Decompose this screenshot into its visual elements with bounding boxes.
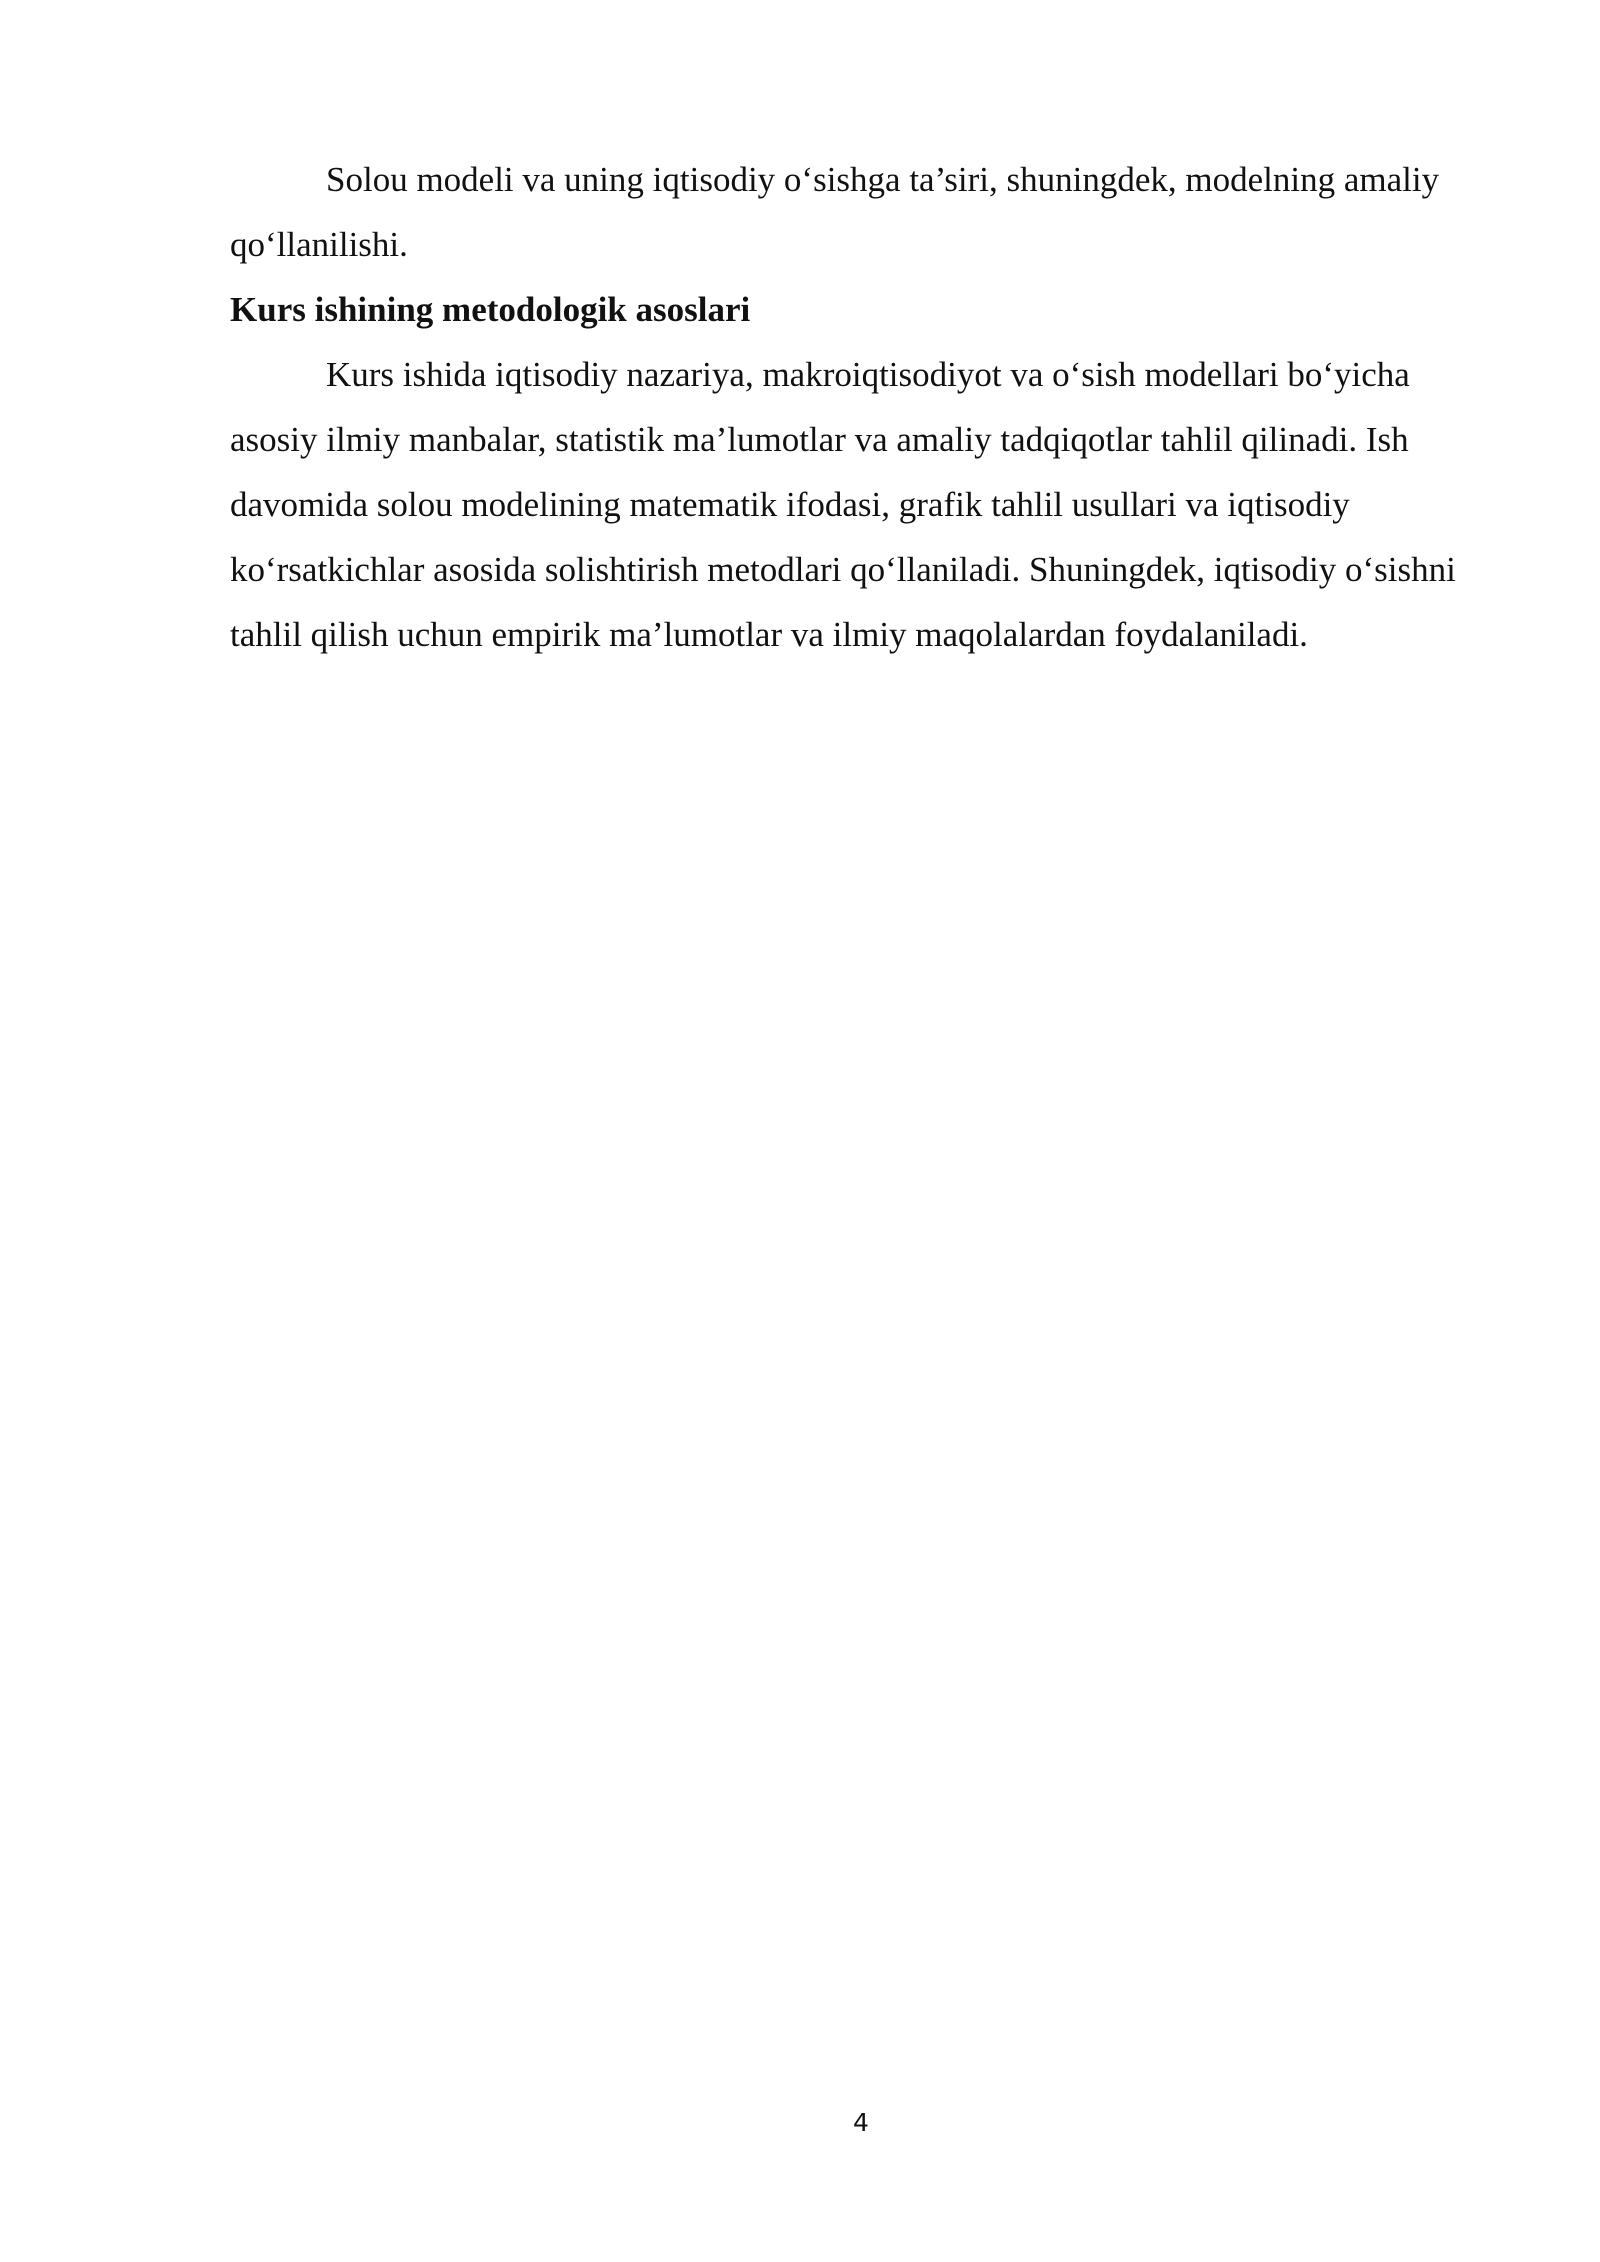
paragraph-intro: Solou modeli va uning iqtisodiy o‘sishga ta’siri, shuningdek, modelning amaliy qo‘llanilishi.	[230, 160, 1440, 264]
section-heading: Kurs ishining metodologik asoslari	[230, 290, 751, 329]
page-number: 4	[853, 2108, 869, 2137]
paragraph-methodology: Kurs ishida iqtisodiy nazariya, makroiqtisodiyot va o‘sish modellari bo‘yicha asosiy ilmiy manbalar, statistik ma’lumotlar va amaliy tadqiqotlar tahlil qilinadi. Ish davomida solou modelining matematik ifodasi, grafik tahlil usullari va iqtisodiy ko‘rsatkichlar asosida solishtirish metodlari qo‘llaniladi. Shuningdek, iqtisodiy o‘sishni tahlil qilish uchun empirik ma’lumotlar va ilmiy maqolalardan foydalaniladi.	[230, 355, 1456, 654]
page-content	[230, 147, 1490, 667]
